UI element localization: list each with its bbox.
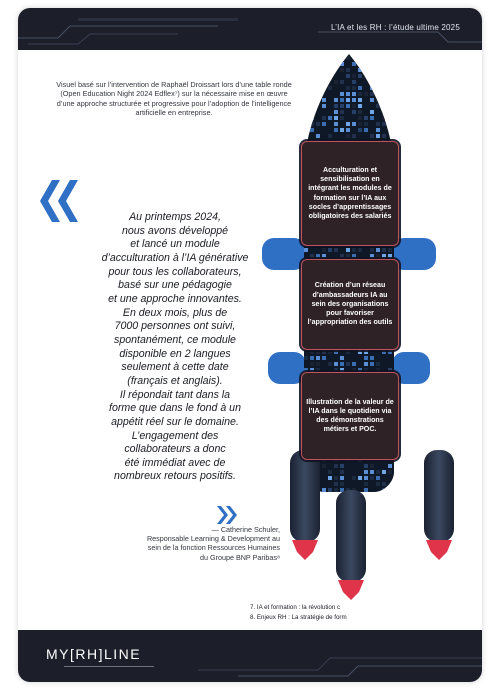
rocket-pixel [322, 74, 326, 78]
rocket-pixel [340, 68, 344, 72]
rocket-pixel [388, 254, 392, 258]
rocket-pixel [370, 92, 374, 96]
rocket-pixel [352, 98, 356, 102]
rocket-panel-2: Création d’un réseau d’ambassadeurs IA au sein des organisations pour favoriser l’appropriation des outils [301, 259, 399, 350]
rocket-pixel [364, 362, 368, 366]
rocket-pixel [358, 248, 362, 252]
rocket-pixel [334, 488, 338, 492]
rocket-pixel [382, 92, 386, 96]
rocket-pixel [364, 464, 368, 468]
rocket-pixel [334, 362, 338, 366]
rocket-pixel [340, 128, 344, 132]
center-flame [338, 580, 364, 600]
rocket-pixel [370, 254, 374, 258]
rocket-pixel [370, 470, 374, 474]
rocket-pixel [364, 68, 368, 72]
quote-line: Au printemps 2024, [129, 211, 221, 223]
rocket-pixel [328, 134, 332, 138]
rocket-pixel [322, 104, 326, 108]
rocket-pixel [364, 482, 368, 486]
rocket-pixel [322, 248, 326, 252]
quote-line: spontanément, ce module [114, 333, 236, 346]
rocket-pixel [382, 80, 386, 84]
rocket-pixel [370, 476, 374, 480]
rocket-pixel [364, 122, 368, 126]
quote-line: disponible en 2 langues [119, 347, 231, 360]
rocket-pixel [376, 80, 380, 84]
rocket-pixel [358, 68, 362, 72]
rocket-pixel [382, 104, 386, 108]
close-quote-icon [214, 504, 240, 526]
left-flame [292, 540, 318, 560]
rocket-pixel [310, 128, 314, 132]
rocket-pixel [358, 128, 362, 132]
quote-line: forme que dans le fond à un [109, 402, 241, 415]
rocket-pixel [364, 92, 368, 96]
rocket-pixel [352, 62, 356, 66]
rocket-pixel [304, 110, 308, 114]
rocket-pixel [346, 74, 350, 78]
rocket-pixel [358, 116, 362, 120]
rocket-pixel [304, 80, 308, 84]
rocket-pixel [382, 86, 386, 90]
rocket-pixel [340, 464, 344, 468]
rocket-pixel [370, 464, 374, 468]
rocket-pixel [346, 134, 350, 138]
rocket-pixel [340, 104, 344, 108]
rocket-pixel [328, 86, 332, 90]
rocket-pixel [382, 470, 386, 474]
rocket-pixel [382, 482, 386, 486]
rocket-pixel [352, 254, 356, 258]
rocket-pixel [316, 86, 320, 90]
rocket-pixel [382, 116, 386, 120]
quote-line: et lancé un module [130, 238, 220, 251]
rocket-pixel [316, 74, 320, 78]
rocket-pixel [322, 56, 326, 60]
rocket-pixel [322, 356, 326, 360]
rocket-pixel [310, 254, 314, 258]
rocket-pixel [352, 134, 356, 138]
rocket-pixel [328, 476, 332, 480]
rocket-pixel [334, 482, 338, 486]
footnote-7: 7. IA et formation : la révolution c [250, 604, 341, 611]
rocket-pixel [352, 104, 356, 108]
quote-line: En deux mois, plus de [122, 306, 228, 319]
quote-line: Il répondait tant dans la [119, 388, 231, 401]
rocket-pixel [364, 128, 368, 132]
rocket-pixel [376, 362, 380, 366]
rocket-pixel [352, 86, 356, 90]
attribution-line: du Groupe BNP Paribas⁸ [199, 552, 280, 562]
rocket-pixel [328, 68, 332, 72]
brand-logo: MY[RH]LINE [46, 646, 142, 662]
rocket-pixel [376, 122, 380, 126]
rocket-pixel [370, 98, 374, 102]
rocket-pixel [304, 248, 308, 252]
rocket-pixel [304, 68, 308, 72]
quote-line: L’engagement des [131, 429, 219, 442]
rocket-pixel [358, 350, 362, 354]
rocket-pixel [340, 470, 344, 474]
rocket-pixel [316, 356, 320, 360]
rocket-pixel [334, 104, 338, 108]
quote-line: nous avons développé [121, 224, 229, 237]
rocket-pixel [388, 74, 392, 78]
rocket-pixel [310, 74, 314, 78]
rocket-pixel [328, 248, 332, 252]
rocket-pixel [382, 110, 386, 114]
rocket-pixel [340, 356, 344, 360]
right-flame [426, 540, 452, 560]
rocket-pixel [370, 74, 374, 78]
rocket-pixel [310, 116, 314, 120]
rocket-pixel [340, 254, 344, 258]
rocket-pixel [340, 116, 344, 120]
rocket-pixel [376, 128, 380, 132]
rocket-pixel [340, 92, 344, 96]
rocket-pixel [364, 56, 368, 60]
rocket-pixel [304, 128, 308, 132]
rocket-pixel [316, 122, 320, 126]
rocket-pixel [310, 356, 314, 360]
rocket-pixel [358, 98, 362, 102]
rocket-pixel [316, 362, 320, 366]
rocket-pixel [370, 86, 374, 90]
rocket-pixel [340, 362, 344, 366]
rocket-pixel [310, 86, 314, 90]
rocket-pixel [376, 476, 380, 480]
rocket-pixel [310, 62, 314, 66]
rocket-pixel [376, 482, 380, 486]
rocket-pixel [388, 56, 392, 60]
rocket-pixel [376, 62, 380, 66]
rocket-pixel [340, 56, 344, 60]
rocket-pixel [376, 104, 380, 108]
rocket-pixel [340, 80, 344, 84]
rocket-pixel [358, 476, 362, 480]
rocket-pixel [352, 476, 356, 480]
rocket-pixel [346, 104, 350, 108]
rocket-pixel [376, 86, 380, 90]
rocket-pixel [346, 68, 350, 72]
rocket-pixel [304, 356, 308, 360]
rocket-pixel [388, 128, 392, 132]
rocket-pixel [334, 56, 338, 60]
rocket-pixel [364, 356, 368, 360]
rocket-pixel [316, 98, 320, 102]
rocket-pixel [304, 92, 308, 96]
rocket-pixel [346, 362, 350, 366]
quote-line: pour tous les collaborateurs, [108, 265, 242, 278]
footnote-8: 8. Enjeux RH : La stratégie de form [250, 613, 347, 621]
rocket-pixel [358, 86, 362, 90]
center-booster [336, 490, 366, 582]
rocket-pixel [358, 74, 362, 78]
rocket-pixel [328, 362, 332, 366]
rocket-pixel [340, 482, 344, 486]
rocket-pixel [346, 122, 350, 126]
rocket-pixel [346, 98, 350, 102]
rocket-pixel [346, 128, 350, 132]
rocket-pixel [304, 134, 308, 138]
header-title: L’IA et les RH : l’étude ultime 2025 [330, 23, 460, 32]
rocket-pixel [322, 122, 326, 126]
rocket-pixel [388, 464, 392, 468]
rocket-pixel [370, 110, 374, 114]
quote-line: d’acculturation à l’IA générative [101, 251, 249, 264]
rocket-pixel [358, 122, 362, 126]
intro-text: Visuel basé sur l’intervention de Raphaël Droissart lors d’une table ronde (Open Education Night 2024 Edflex⁷) sur la nécessaire mise en œuvre d’une approche structurée et progressive pour l’adoption de l’intelligence artificielle en entreprise. [56, 80, 292, 118]
rocket-pixel [316, 134, 320, 138]
rocket-pixel [310, 80, 314, 84]
rocket-pixel [340, 110, 344, 114]
rocket-pixel [364, 116, 368, 120]
rocket-pixel [346, 254, 350, 258]
rocket-pixel [388, 86, 392, 90]
rocket-pixel [334, 248, 338, 252]
rocket-pixel [358, 104, 362, 108]
rocket-pixel [376, 134, 380, 138]
rocket-pixel [310, 104, 314, 108]
rocket-pixel [328, 488, 332, 492]
rocket-pixel [364, 476, 368, 480]
rocket-pixel [334, 110, 338, 114]
rocket-pixel [388, 92, 392, 96]
rocket-pixel [388, 98, 392, 102]
rocket-pixel [310, 362, 314, 366]
rocket-pixel [322, 116, 326, 120]
rocket-pixel [382, 254, 386, 258]
rocket-pixel [322, 254, 326, 258]
footnotes [250, 603, 482, 622]
rocket-pixel [382, 350, 386, 354]
rocket-pixel [364, 74, 368, 78]
rocket-pixel [364, 62, 368, 66]
rocket-pixel [388, 122, 392, 126]
rocket-diagram [244, 52, 454, 602]
rocket-pixel [346, 248, 350, 252]
rocket-pixel [370, 248, 374, 252]
quote-line: appétit réel sur le domaine. [111, 415, 239, 428]
rocket-pixel [328, 116, 332, 120]
rocket-pixel [310, 350, 314, 354]
rocket-pixel [334, 116, 338, 120]
rocket-pixel [310, 110, 314, 114]
rocket-pixel [382, 134, 386, 138]
rocket-pixel [346, 86, 350, 90]
attribution-line: sein de la fonction Ressources Humaines [147, 543, 280, 553]
rocket-pixel [370, 356, 374, 360]
rocket-pixel [388, 470, 392, 474]
rocket-pixel [388, 488, 392, 492]
rocket-pixel [388, 350, 392, 354]
rocket-pixel [370, 362, 374, 366]
rocket-pixel [364, 350, 368, 354]
quote-line: collaborateurs a donc [124, 443, 226, 456]
rocket-pixel [376, 92, 380, 96]
rocket-pixel [328, 74, 332, 78]
quote-line: été immédiat avec de [124, 456, 226, 469]
rocket-pixel [310, 98, 314, 102]
rocket-pixel [382, 248, 386, 252]
rocket-pixel [310, 68, 314, 72]
rocket-panel-3: Illustration de la valeur de l’IA dans le quotidien via des démonstrations métiers et POC. [301, 372, 399, 460]
rocket-pixel [334, 128, 338, 132]
rocket-pixel [334, 98, 338, 102]
header-bar [18, 8, 482, 50]
right-booster [424, 450, 454, 542]
rocket-pixel [316, 350, 320, 354]
rocket-pixel [310, 122, 314, 126]
attribution-line: Responsable Learning & Development au [146, 534, 280, 544]
rocket-pixel [382, 488, 386, 492]
rocket-pixel [370, 116, 374, 120]
rocket-pixel [334, 122, 338, 126]
quote-line: et une approche innovantes. [108, 292, 242, 305]
rocket-pixel [376, 98, 380, 102]
rocket-pixel [388, 116, 392, 120]
quote-line: nombreux retours positifs. [114, 470, 236, 483]
left-wing [262, 238, 306, 270]
rocket-pixel [334, 350, 338, 354]
quote-line: (français et anglais). [127, 374, 223, 387]
rocket-pixel [376, 470, 380, 474]
rocket-pixel [340, 98, 344, 102]
rocket-pixel [346, 56, 350, 60]
rocket-pixel [364, 488, 368, 492]
rocket-pixel [376, 254, 380, 258]
rocket-pixel [346, 92, 350, 96]
rocket-pixel [334, 80, 338, 84]
rocket-pixel [322, 350, 326, 354]
rocket-pixel [322, 464, 326, 468]
left-booster [290, 450, 320, 542]
rocket-pixel [388, 68, 392, 72]
rocket-pixel [304, 98, 308, 102]
quote-line: 7000 personnes ont suivi, [114, 320, 236, 333]
rocket-pixel [370, 62, 374, 66]
rocket-pixel [328, 350, 332, 354]
rocket-pixel [382, 74, 386, 78]
rocket-pixel [340, 62, 344, 66]
rocket-pixel [376, 74, 380, 78]
rocket-pixel [352, 92, 356, 96]
rocket-pixel [352, 110, 356, 114]
rocket-pixel [334, 476, 338, 480]
rocket-pixel [370, 134, 374, 138]
rocket-pixel [352, 362, 356, 366]
rocket-pixel [352, 74, 356, 78]
rocket-pixel [346, 350, 350, 354]
rocket-pixel [388, 80, 392, 84]
rocket-pixel [370, 68, 374, 72]
rocket-pixel [334, 464, 338, 468]
footer-bar [18, 630, 482, 682]
rocket-pixel [370, 56, 374, 60]
rocket-pixel [340, 476, 344, 480]
rocket-pixel [352, 122, 356, 126]
rocket-pixel [328, 470, 332, 474]
document-page [18, 8, 482, 682]
rocket-pixel [376, 248, 380, 252]
rocket-pixel [352, 80, 356, 84]
rocket-pixel [322, 98, 326, 102]
rocket-pixel [364, 470, 368, 474]
rocket-pixel [358, 92, 362, 96]
rocket-pixel [358, 110, 362, 114]
rocket-pixel [322, 488, 326, 492]
rocket-panel-1: Acculturation et sensibilisation en intégrant les modules de formation sur l’IA aux socles d’apprentissages obligatoires des salariés [301, 141, 399, 246]
rocket-pixel [382, 62, 386, 66]
rocket-pixel [388, 248, 392, 252]
rocket-pixel [358, 56, 362, 60]
rocket-pixel [382, 122, 386, 126]
attribution-line: — Catherine Schuler, [211, 525, 280, 534]
rocket-pixel [352, 248, 356, 252]
logo-underline [64, 666, 154, 667]
quote-line: seulement à cette date [121, 361, 229, 374]
rocket-pixel [322, 62, 326, 66]
rocket-pixel [310, 92, 314, 96]
rocket-pixel [316, 254, 320, 258]
quote-line: basé sur une pédagogie [118, 279, 232, 292]
rocket-pixel [304, 56, 308, 60]
rocket-pixel [328, 62, 332, 66]
